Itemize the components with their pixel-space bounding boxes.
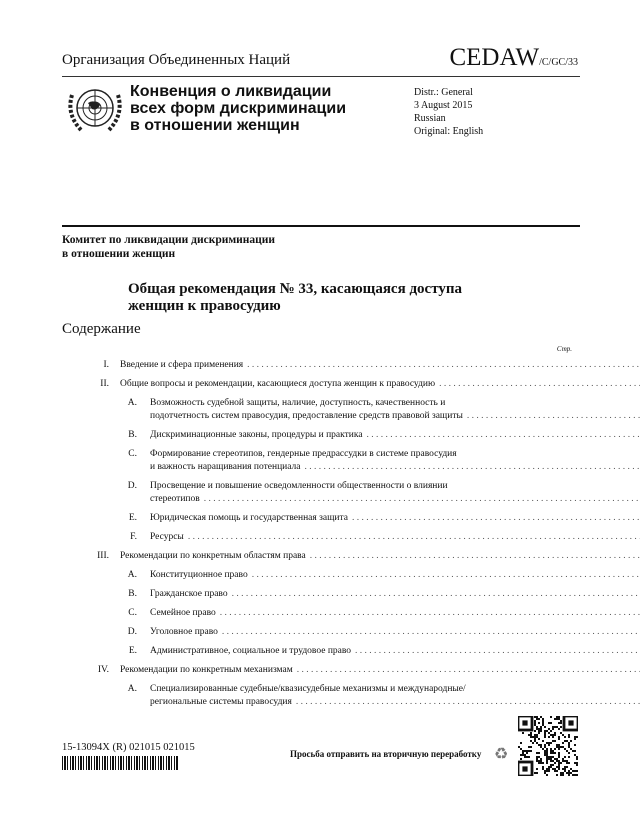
toc-entry-number: A. [127,684,137,694]
toc-entry[interactable] [62,664,574,677]
committee-line: в отношении женщин [62,248,176,260]
toc-entry-number: II. [100,379,109,389]
toc-entry-text: стереотипов [150,494,200,504]
toc-entry[interactable] [62,448,574,474]
toc-entry-text: Административное, социальное и трудовое право [150,646,352,656]
dot-leader [352,512,640,525]
toc-entry[interactable] [62,607,574,620]
dot-leader [222,626,640,639]
toc-entry[interactable] [62,569,574,582]
toc-entry[interactable] [62,645,574,658]
toc-entry-number: A. [127,398,137,408]
toc-entry-number: F. [130,532,137,542]
barcode [62,756,178,770]
toc-entry-text: Введение и сфера применения [120,360,244,370]
toc-entry-text: Рекомендации по конкретным областям права [120,551,306,561]
dot-leader [232,588,640,601]
toc-entry[interactable] [62,480,574,506]
toc-entry-number: A. [127,570,137,580]
toc-entry-number: B. [128,430,137,440]
committee-name [62,233,275,261]
organization-name: Организация Объединенных Наций [62,52,291,68]
original-language-line: Original: English [414,126,484,137]
toc-entry-text: Дискриминационные законы, процедуры и практика [150,430,363,440]
section-rule [62,225,580,227]
toc-entry[interactable] [62,397,574,423]
convention-line: в отношении женщин [130,117,300,134]
toc-entry-text: Юридическая помощь и государственная защита [150,513,348,523]
dot-leader [367,429,640,442]
convention-line: Конвенция о ликвидации [130,83,332,100]
symbol-sub: /C/GC/33 [539,57,578,68]
dot-leader [247,359,640,372]
toc-entry[interactable] [62,512,574,525]
toc-entry[interactable] [62,359,574,372]
toc-entry-text: региональные системы правосудия [150,697,292,707]
toc-entry-text: Уголовное право [150,627,218,637]
toc-entry-number: E. [128,513,137,523]
document-title [128,281,462,315]
toc-entry-text: Рекомендации по конкретным механизмам [120,665,293,675]
toc-entry-number: D. [127,627,137,637]
toc-entry-number: IV. [97,665,109,675]
toc-entry[interactable] [62,683,574,709]
toc-entry-text: Формирование стереотипов, гендерные предрассудки в системе правосудия [150,449,457,459]
symbol-main: CEDAW [449,44,540,71]
distribution-info [414,86,483,138]
dot-leader [297,664,640,677]
toc-entry-number: E. [128,646,137,656]
toc-entry[interactable] [62,429,574,442]
toc-entry-number: C. [128,449,137,459]
qr-code-icon [518,716,578,776]
distribution-line: Distr.: General [414,87,473,98]
toc-entry-number: III. [97,551,109,561]
toc-entry[interactable] [62,550,574,563]
header-rule [62,76,580,77]
toc-entry-text: Семейное право [150,608,216,618]
dot-leader [296,696,640,709]
dot-leader [305,461,640,474]
toc-entry-text: Общие вопросы и рекомендации, касающиеся доступа женщин к правосудию [120,379,436,389]
page-column-label: Стр. [556,345,572,353]
toc-entry-number: D. [127,481,137,491]
dot-leader [467,410,640,423]
date-line: 3 August 2015 [414,100,473,111]
language-line: Russian [414,113,446,124]
committee-line: Комитет по ликвидации дискриминации [62,234,276,246]
toc-entry-text: Гражданское право [150,589,228,599]
dot-leader [220,607,640,620]
toc-entry-number: C. [128,608,137,618]
toc-entry[interactable] [62,531,574,544]
toc-entry-text: Конституционное право [150,570,248,580]
toc-entry-number: I. [103,360,109,370]
dot-leader [355,645,640,658]
document-number: 15-13094X (R) 021015 021015 [62,742,195,753]
dot-leader [204,493,640,506]
toc-entry-text: Просвещение и повышение осведомленности общественности о влиянии [150,481,448,491]
toc-entry-text: Специализированные судебные/квазисудебные механизмы и международные/ [150,684,466,694]
table-of-contents [62,359,574,715]
contents-heading: Содержание [62,321,141,337]
dot-leader [439,378,640,391]
convention-title [130,83,346,134]
toc-entry[interactable] [62,626,574,639]
dot-leader [310,550,640,563]
dot-leader [252,569,640,582]
dot-leader [188,531,640,544]
toc-entry-text: Ресурсы [150,532,184,542]
un-emblem-icon [66,81,124,139]
title-line: женщин к правосудию [128,298,281,314]
toc-entry-text: и важность наращивания потенциала [150,462,301,472]
recycle-icon: ♻ [494,746,509,763]
recycle-notice: Просьба отправить на вторичную переработку [290,749,482,759]
toc-entry[interactable] [62,588,574,601]
convention-line: всех форм дискриминации [130,100,347,117]
toc-entry-number: B. [128,589,137,599]
toc-entry-text: Возможность судебной защиты, наличие, доступность, качественность и [150,398,446,408]
title-line: Общая рекомендация № 33, касающаяся доступа [128,281,463,297]
toc-entry-text: подотчетность систем правосудия, предоставление средств правовой защиты [150,411,463,421]
document-symbol [449,44,578,72]
toc-entry[interactable] [62,378,574,391]
